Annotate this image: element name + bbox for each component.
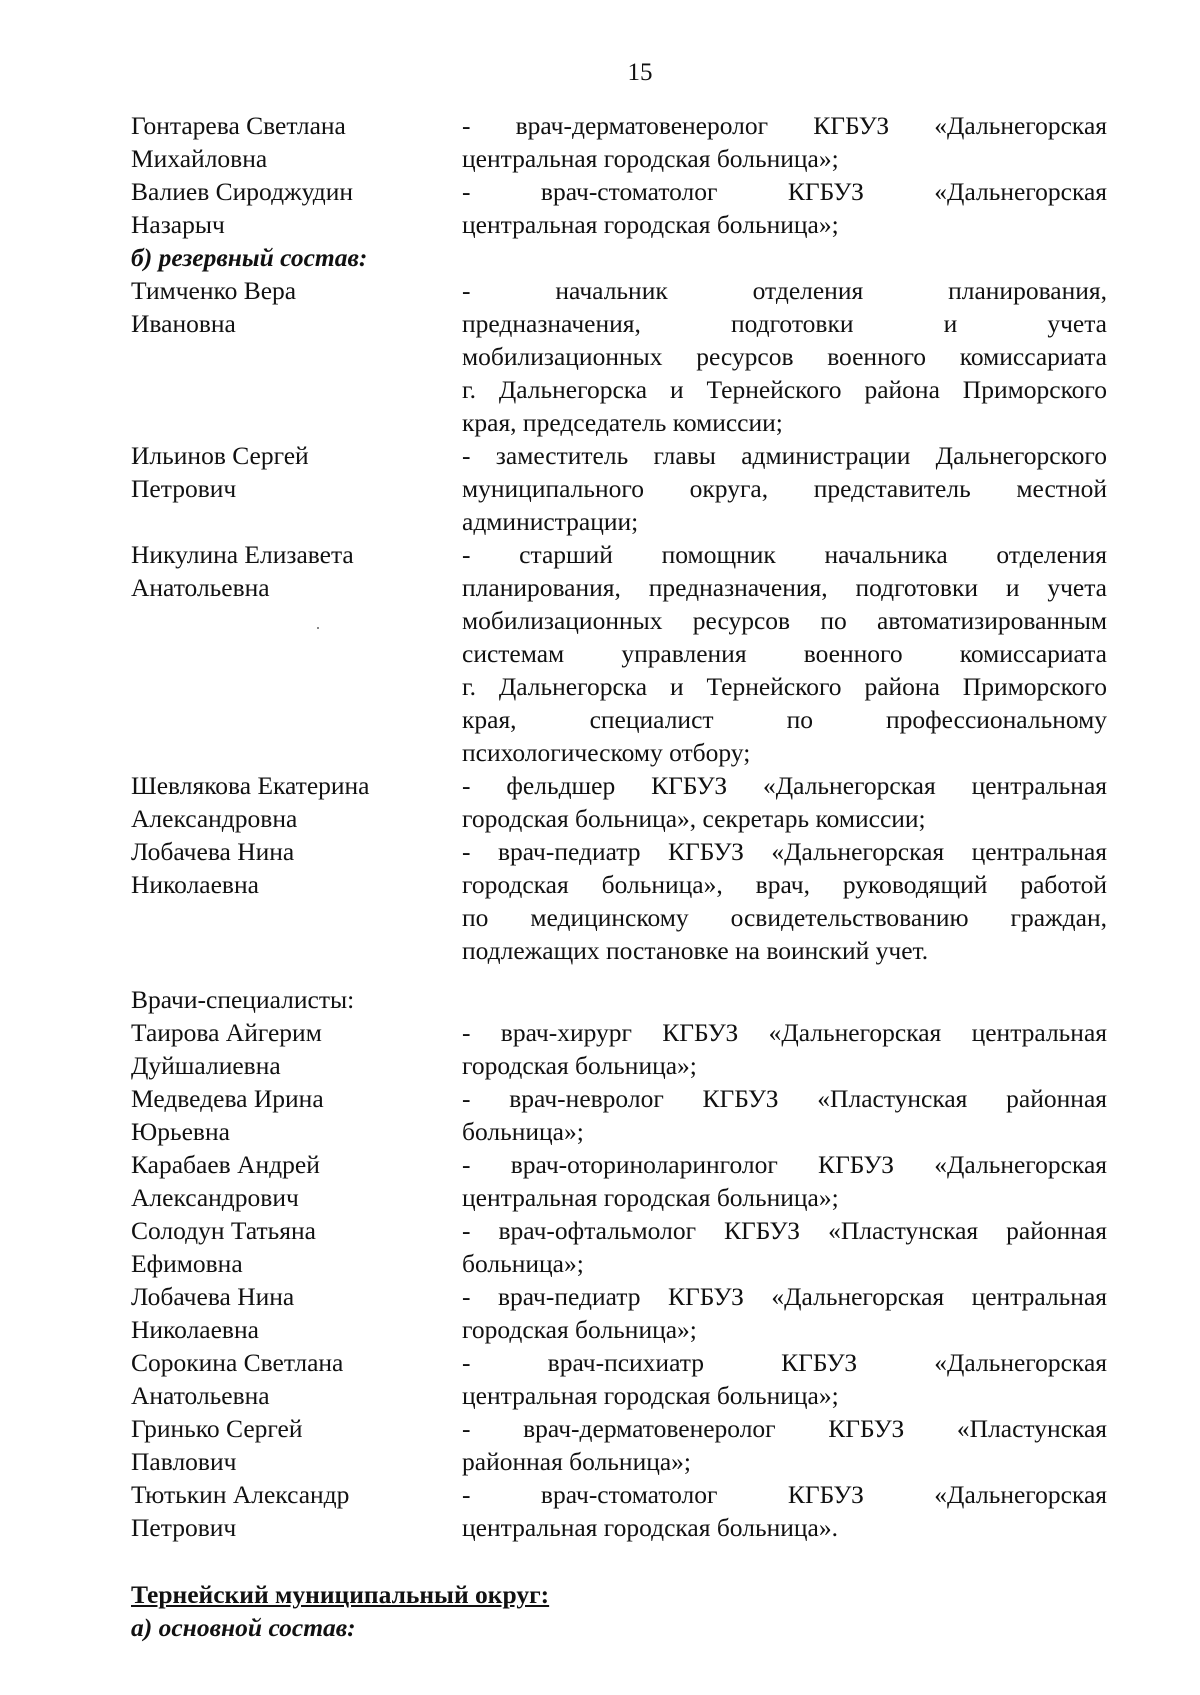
member-entry [131,538,1107,769]
member-name-line: Ефимовна [131,1249,243,1278]
member-entry [131,439,1107,538]
member-role-line: - врач-дерматовенеролог КГБУЗ «Дальнегорская [462,111,1107,140]
spacer [131,967,1107,983]
member-role [462,1346,1107,1412]
member-role-line: системам управления военного комиссариата [462,639,1107,668]
member-role-line: - фельдшер КГБУЗ «Дальнегорская центральная [462,771,1107,800]
member-role-line: подлежащих постановке на воинский учет. [462,936,929,965]
member-entry [131,1478,1107,1544]
member-entry [131,1148,1107,1214]
specialists-label: Врачи-специалисты: [131,985,355,1014]
page-number: 15 [627,59,653,86]
member-entry [131,1214,1107,1280]
specialists-list [131,1016,1107,1544]
member-name [131,1412,462,1478]
member-name-line: Александрович [131,1183,299,1212]
member-role [462,835,1107,967]
member-role-line: предназначения, подготовки и учета [462,309,1107,338]
member-role-line: - врач-дерматовенеролог КГБУЗ «Пластунская [462,1414,1107,1443]
member-role-line: центральная городская больница»; [462,1381,839,1410]
member-name [131,1016,462,1082]
member-role-line: муниципального округа, представитель местной [462,474,1107,503]
member-role-line: - врач-стоматолог КГБУЗ «Дальнегорская [462,1480,1107,1509]
main-section-heading: а) основной состав: [131,1613,356,1642]
member-name-line: Анатольевна [131,573,270,602]
member-name-line: Анатольевна [131,1381,270,1410]
member-name-line: Таирова Айгерим [131,1018,322,1047]
member-name [131,1148,462,1214]
member-role-line: - врач-офтальмолог КГБУЗ «Пластунская районная [462,1216,1107,1245]
member-role-line: районная больница»; [462,1447,692,1476]
member-name-line: Николаевна [131,1315,259,1344]
member-role-line: мобилизационных ресурсов по автоматизированным [462,606,1107,635]
member-role-line: мобилизационных ресурсов военного комиссариата [462,342,1107,371]
member-name-line: Ильинов Сергей [131,441,309,470]
reserve-section-heading: б) резервный состав: [131,243,368,272]
member-name-line: Солодун Татьяна [131,1216,316,1245]
member-name-line: Петрович [131,474,237,503]
member-name-line: Тютькин Александр [131,1480,350,1509]
member-name-line: Гонтарева Светлана [131,111,346,140]
scan-speck [317,627,319,629]
member-name-line: Павлович [131,1447,237,1476]
member-name-line: Никулина Елизавета [131,540,354,569]
member-role [462,1016,1107,1082]
district-heading: Тернейский муниципальный округ: [131,1580,550,1609]
member-name [131,1214,462,1280]
member-role [462,274,1107,439]
member-entry [131,1412,1107,1478]
member-name-line: Петрович [131,1513,237,1542]
member-name [131,538,462,769]
member-role [462,1412,1107,1478]
member-role-line: - врач-педиатр КГБУЗ «Дальнегорская центральная [462,1282,1107,1311]
member-role-line: - заместитель главы администрации Дальнегорского [462,441,1107,470]
member-entry [131,1280,1107,1346]
spacer [131,1544,1107,1578]
member-role-line: центральная городская больница»; [462,144,839,173]
member-role-line: г. Дальнегорска и Тернейского района Приморского [462,375,1107,404]
member-role-line: городская больница»; [462,1051,697,1080]
member-role-line: - старший помощник начальника отделения [462,540,1107,569]
member-role [462,109,1107,175]
member-role-line: - врач-оториноларинголог КГБУЗ «Дальнегорская [462,1150,1107,1179]
member-name-line: Лобачева Нина [131,1282,295,1311]
member-name-line: Николаевна [131,870,259,899]
member-role-line: г. Дальнегорска и Тернейского района Приморского [462,672,1107,701]
member-entry [131,1082,1107,1148]
member-role-line: центральная городская больница»; [462,1183,839,1212]
member-name-line: Сорокина Светлана [131,1348,344,1377]
member-role-line: больница»; [462,1117,584,1146]
member-role [462,1280,1107,1346]
member-role [462,769,1107,835]
member-entry [131,274,1107,439]
member-name-line: Карабаев Андрей [131,1150,320,1179]
member-role-line: - начальник отделения планирования, [462,276,1107,305]
member-entry [131,109,1107,175]
member-role [462,1082,1107,1148]
member-role-line: больница»; [462,1249,584,1278]
member-name-line: Тимченко Вера [131,276,297,305]
member-name-line: Михайловна [131,144,268,173]
member-entry [131,175,1107,241]
member-name-line: Назарыч [131,210,225,239]
member-name [131,175,462,241]
member-name [131,1478,462,1544]
member-role-line: - врач-психиатр КГБУЗ «Дальнегорская [462,1348,1107,1377]
member-role-line: - врач-стоматолог КГБУЗ «Дальнегорская [462,177,1107,206]
member-name [131,835,462,967]
member-name-line: Валиев Сироджудин [131,177,354,206]
member-name-line: Александровна [131,804,298,833]
commission-list-main-tail [131,109,1107,241]
member-role-line: городская больница», секретарь комиссии; [462,804,926,833]
member-name-line: Шевлякова Екатерина [131,771,370,800]
member-role-line: - врач-невролог КГБУЗ «Пластунская районная [462,1084,1107,1113]
member-role-line: - врач-хирург КГБУЗ «Дальнегорская центральная [462,1018,1107,1047]
member-role-line: края, специалист по профессиональному [462,705,1107,734]
member-name-line: Ивановна [131,309,236,338]
member-name [131,439,462,538]
member-name [131,1082,462,1148]
member-name-line: Дуйшалиевна [131,1051,281,1080]
member-role [462,1478,1107,1544]
member-role-line: края, председатель комиссии; [462,408,783,437]
member-name-line: Медведева Ирина [131,1084,324,1113]
member-entry [131,835,1107,967]
member-entry [131,1346,1107,1412]
member-role-line: администрации; [462,507,639,536]
member-role-line: центральная городская больница»; [462,210,839,239]
member-role-line: центральная городская больница». [462,1513,838,1542]
member-role-line: городская больница»; [462,1315,697,1344]
member-name-line: Гринько Сергей [131,1414,303,1443]
member-role [462,538,1107,769]
member-role-line: планирования, предназначения, подготовки и учета [462,573,1107,602]
member-entry [131,1016,1107,1082]
commission-list-reserve [131,274,1107,967]
member-name [131,109,462,175]
member-role [462,1148,1107,1214]
member-role [462,1214,1107,1280]
member-role-line: - врач-педиатр КГБУЗ «Дальнегорская центральная [462,837,1107,866]
member-role [462,175,1107,241]
member-name-line: Лобачева Нина [131,837,295,866]
document-body [131,109,1107,1644]
member-role-line: психологическому отбору; [462,738,751,767]
member-role-line: городская больница», врач, руководящий работой [462,870,1107,899]
member-name [131,769,462,835]
member-name [131,1346,462,1412]
member-entry [131,769,1107,835]
member-role [462,439,1107,538]
member-name-line: Юрьевна [131,1117,230,1146]
member-name [131,1280,462,1346]
member-role-line: по медицинскому освидетельствованию граждан, [462,903,1107,932]
member-name [131,274,462,439]
